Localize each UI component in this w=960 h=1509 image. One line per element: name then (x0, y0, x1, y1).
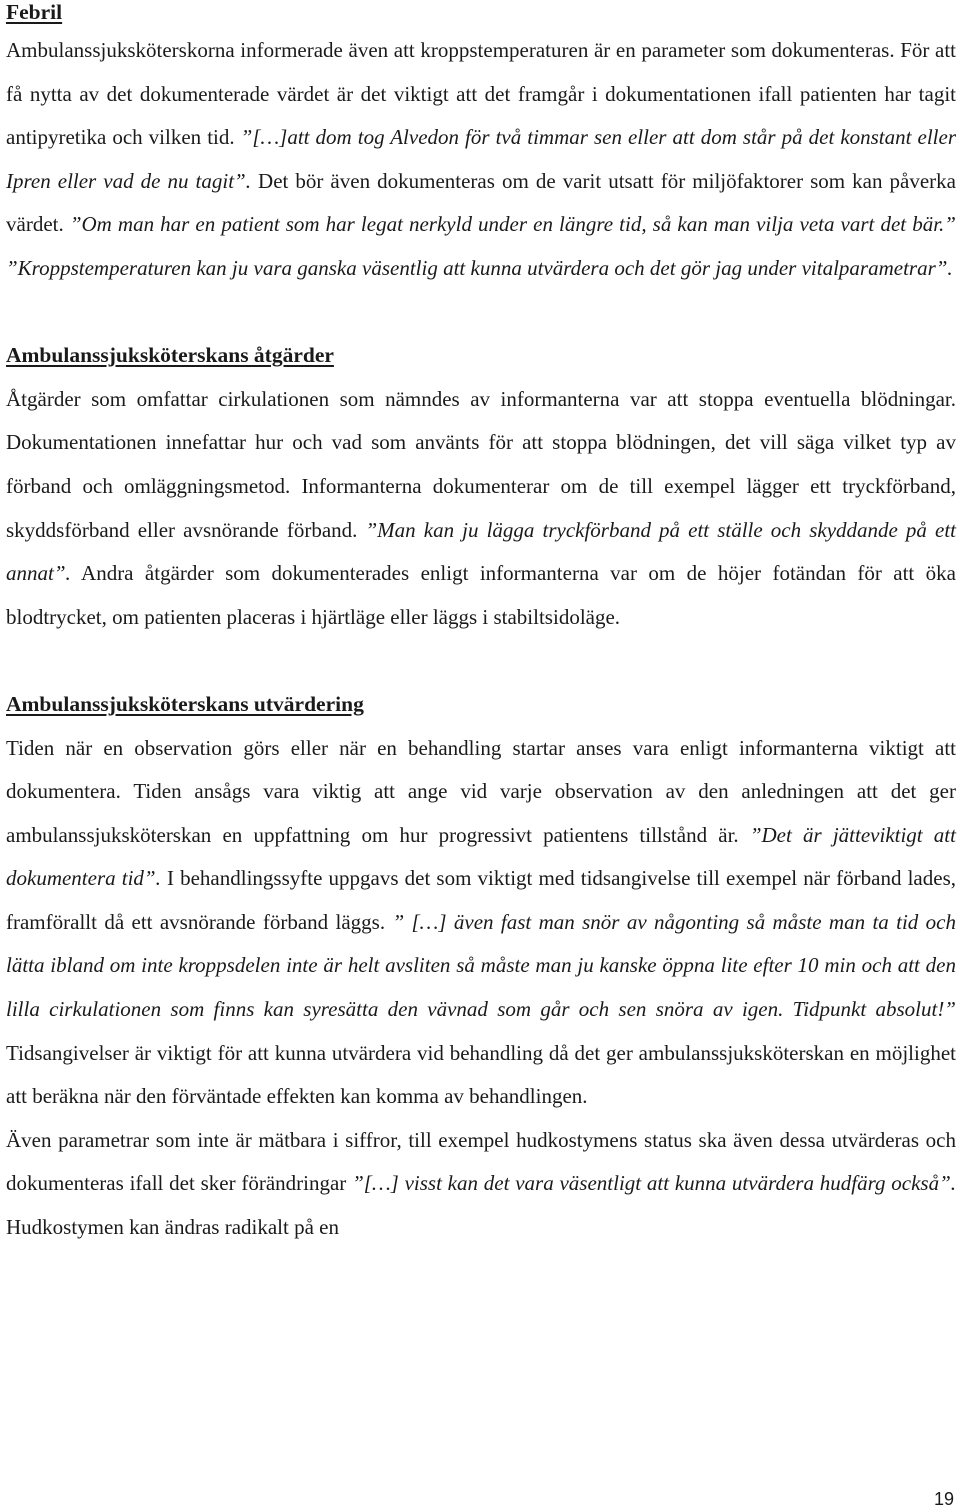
text-run: Andra åtgärder som dokumenterades enligt informanterna var om de höjer fotändan för att öka blodtrycket, om patienten placeras i hjärtläge eller läggs i stabiltsidoläge. (6, 561, 956, 629)
quote-run: ” […] även fast man snör av någonting så måste man ta tid och lätta ibland om inte kroppsdelen inte är helt avsliten så måste man ju kanske öppna lite efter 10 min och att den lilla cirkulationen som finns kan syresätta den vävnad som går och sen snöra av igen. Tidpunkt absolut!” (6, 909, 956, 1022)
document-page (6, 0, 956, 1250)
quote-run: ”[…] visst kan det vara väsentligt att kunna utvärdera hudfärg också”. (352, 1171, 956, 1196)
paragraph-febril (6, 29, 956, 291)
text-run: Åtgärder som omfattar cirkulationen som nämndes av informanterna var att stoppa eventuella blödningar. Dokumentationen innefattar hur och vad som använts för att stoppa blödningen, det vill säga vilket typ av förband och omläggningsmetod. Informanterna dokumenterar om de till exempel lägger ett tryckförband, skyddsförband eller avsnörande förband. (6, 386, 956, 542)
text-run: Tidsangivelser är viktigt för att kunna utvärdera vid behandling då det ger ambulanssjuksköterskan en möjlighet att beräkna när den förväntade effekten kan komma av behandlingen. (6, 1040, 956, 1109)
paragraph-utvardering-2 (6, 1119, 956, 1250)
section-heading-atgarder: Ambulanssjuksköterskans åtgärder (6, 343, 334, 368)
quote-run: ”Det är jätteviktigt att dokumentera tid”. (6, 822, 956, 891)
page-number: 19 (933, 1489, 954, 1509)
text-run: Ambulanssjuksköterskorna informerade även att kroppstemperaturen är en parameter som dokumenteras. För att få nytta av det dokumenterade värdet är det viktigt att det framgår i dokumentationen ifall patienten har tagit antipyretika och vilken tid. (6, 38, 956, 150)
section-heading-febril: Febril (6, 0, 63, 24)
paragraph-utvardering-1 (6, 727, 956, 1119)
section-heading-utvardering: Ambulanssjuksköterskans utvärdering (6, 691, 364, 716)
text-run: I behandlingssyfte uppgavs det som viktigt med tidsangivelse till exempel när förband lades, framförallt då ett avsnörande förband läggs. (6, 866, 956, 934)
text-run: Det bör även dokumenteras om de varit utsatt för miljöfaktorer som kan påverka värdet. (6, 168, 956, 237)
section-gap (6, 291, 956, 335)
text-run: Tiden när en observation görs eller när en behandling startar anses vara enligt informanterna viktigt att dokumentera. Tiden ansågs vara viktig att ange vid varje observation av den anledningen att det ger ambulanssjuksköterskan en uppfattning om hur progressivt patientens tillstånd är. (6, 735, 956, 847)
quote-run: ”[…]att dom tog Alvedon för två timmar sen eller att dom står på det konstant eller Ipren eller vad de nu tagit”. (6, 125, 956, 193)
text-run: Även parametrar som inte är mätbara i siffror, till exempel hudkostymens status ska även dessa utvärderas och dokumenteras ifall det sker förändringar (6, 1127, 956, 1196)
quote-run: ”Om man har en patient som har legat nerkyld under en längre tid, så kan man vilja veta vart det bär.” ”Kroppstemperaturen kan ju vara ganska väsentlig att kunna utvärdera och det gör jag under vitalparametrar”. (6, 212, 956, 280)
text-run: Hudkostymen kan ändras radikalt på en (6, 1215, 339, 1240)
paragraph-atgarder (6, 378, 956, 640)
quote-run: ”Man kan ju lägga tryckförband på ett ställe och skyddande på ett annat”. (6, 517, 956, 586)
section-gap (6, 639, 956, 683)
